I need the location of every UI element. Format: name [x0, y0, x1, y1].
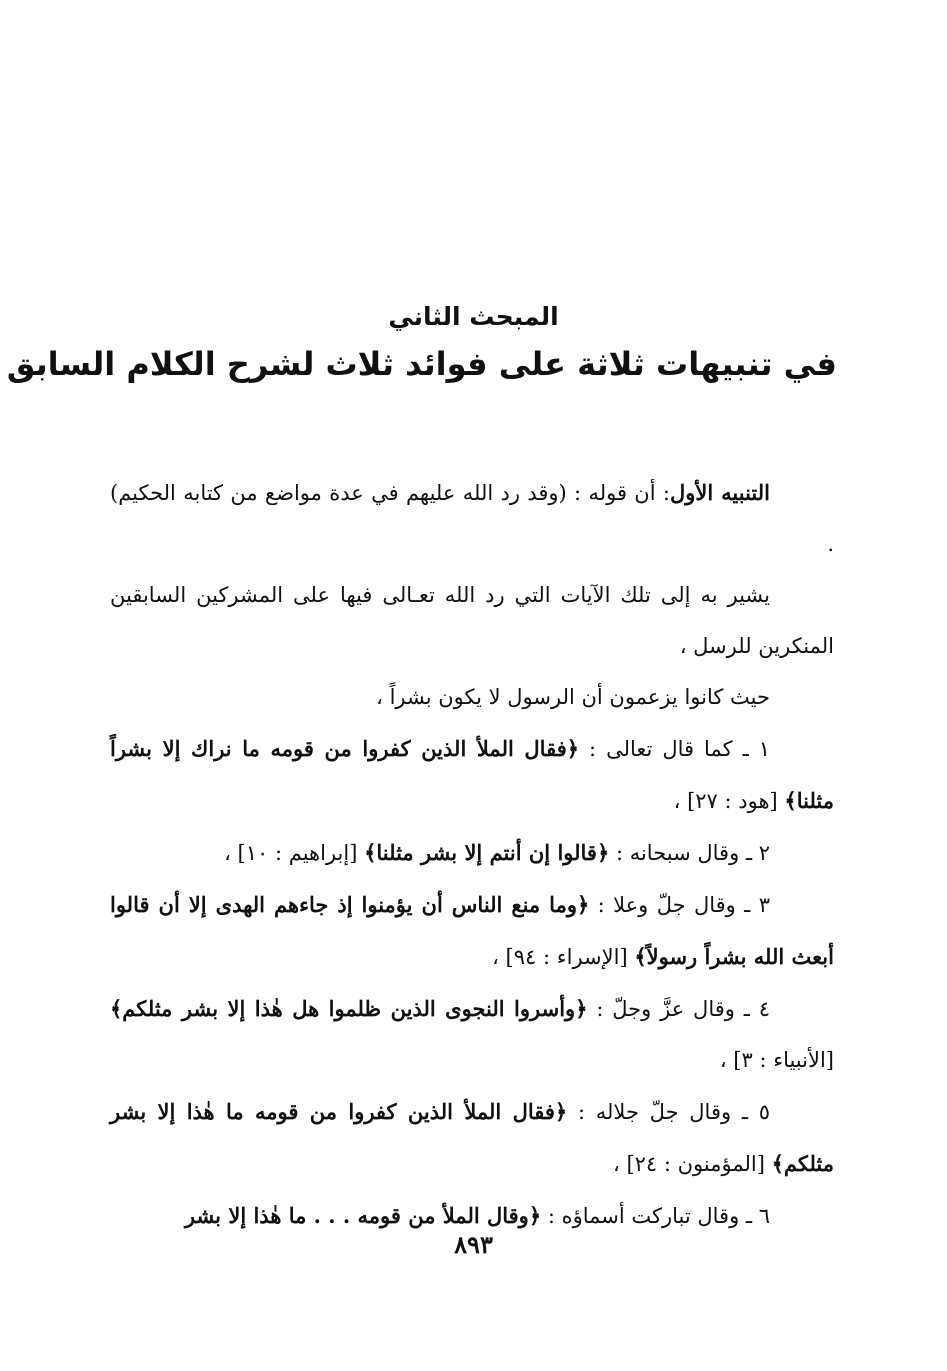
page-number: ٨٩٣ — [454, 1230, 493, 1259]
verse-reference: [هود : ٢٧] ، — [673, 789, 785, 813]
quran-quote: ﴿وأسروا النجوى الذين ظلموا هل هٰذا إلا بشر مثلكم﴾ — [110, 996, 588, 1021]
list-item-1 — [110, 723, 834, 827]
notice-text: : أن قوله : (وقد رد الله عليهم في عدة مواضع من كتابه الحكيم) . — [110, 481, 834, 556]
quran-quote: ﴿فقال الملأ الذين كفروا من قومه ما نراك إلا بشراً مثلنا﴾ — [110, 736, 834, 813]
list-item-4 — [110, 983, 834, 1086]
item-lead: ١ ـ كما قال تعالى : — [579, 737, 770, 761]
heading-block — [6, 295, 837, 389]
body-text — [110, 467, 834, 1242]
list-item-5 — [110, 1086, 834, 1190]
section-heading: المبحث الثاني — [388, 302, 559, 331]
paragraph-claim: حيث كانوا يزعمون أن الرسول لا يكون بشراً ، — [376, 685, 770, 709]
paragraph-explanation: يشير به إلى تلك الآيات التي رد الله تعـالى فيها على المشركين السابقين المنكرين للرسل ، — [110, 583, 834, 658]
chapter-title: في تنبيهات ثلاثة على فوائد ثلاث لشرح الكلام السابق — [6, 345, 837, 383]
list-item-2 — [110, 827, 834, 879]
item-lead: ٢ ـ وقال سبحانه : — [609, 841, 770, 865]
notice-label: التنبيه الأول — [669, 480, 770, 505]
verse-reference: [الأنبياء : ٣] ، — [719, 1048, 834, 1072]
quran-quote: ﴿فقال الملأ الذين كفروا من قومه ما هٰذا إلا بشر مثلكم﴾ — [110, 1099, 834, 1176]
verse-reference: [الإسراء : ٩٤] ، — [492, 945, 635, 969]
verse-reference: [إبراهيم : ١٠] ، — [224, 841, 365, 865]
paragraph-first-notice — [110, 467, 834, 570]
verse-reference: [المؤمنون : ٢٤] ، — [612, 1152, 772, 1176]
quran-quote: ﴿وما منع الناس أن يؤمنوا إذ جاءهم الهدى إلا أن قالوا أبعث الله بشراً رسولاً﴾ — [110, 892, 834, 969]
item-lead: ٥ ـ وقال جلّ جلاله : — [567, 1100, 771, 1124]
list-item-3 — [110, 879, 834, 983]
item-lead: ٤ ـ وقال عزَّ وجلّ : — [587, 997, 770, 1021]
item-lead: ٣ ـ وقال جلّ وعلا : — [589, 893, 770, 917]
quran-quote: ﴿وقال الملأ من قومه . . . ما هٰذا إلا بشر — [184, 1203, 542, 1228]
quran-quote: ﴿قالوا إن أنتم إلا بشر مثلنا﴾ — [364, 840, 610, 865]
item-lead: ٦ ـ وقال تباركت أسماؤه : — [541, 1204, 770, 1228]
